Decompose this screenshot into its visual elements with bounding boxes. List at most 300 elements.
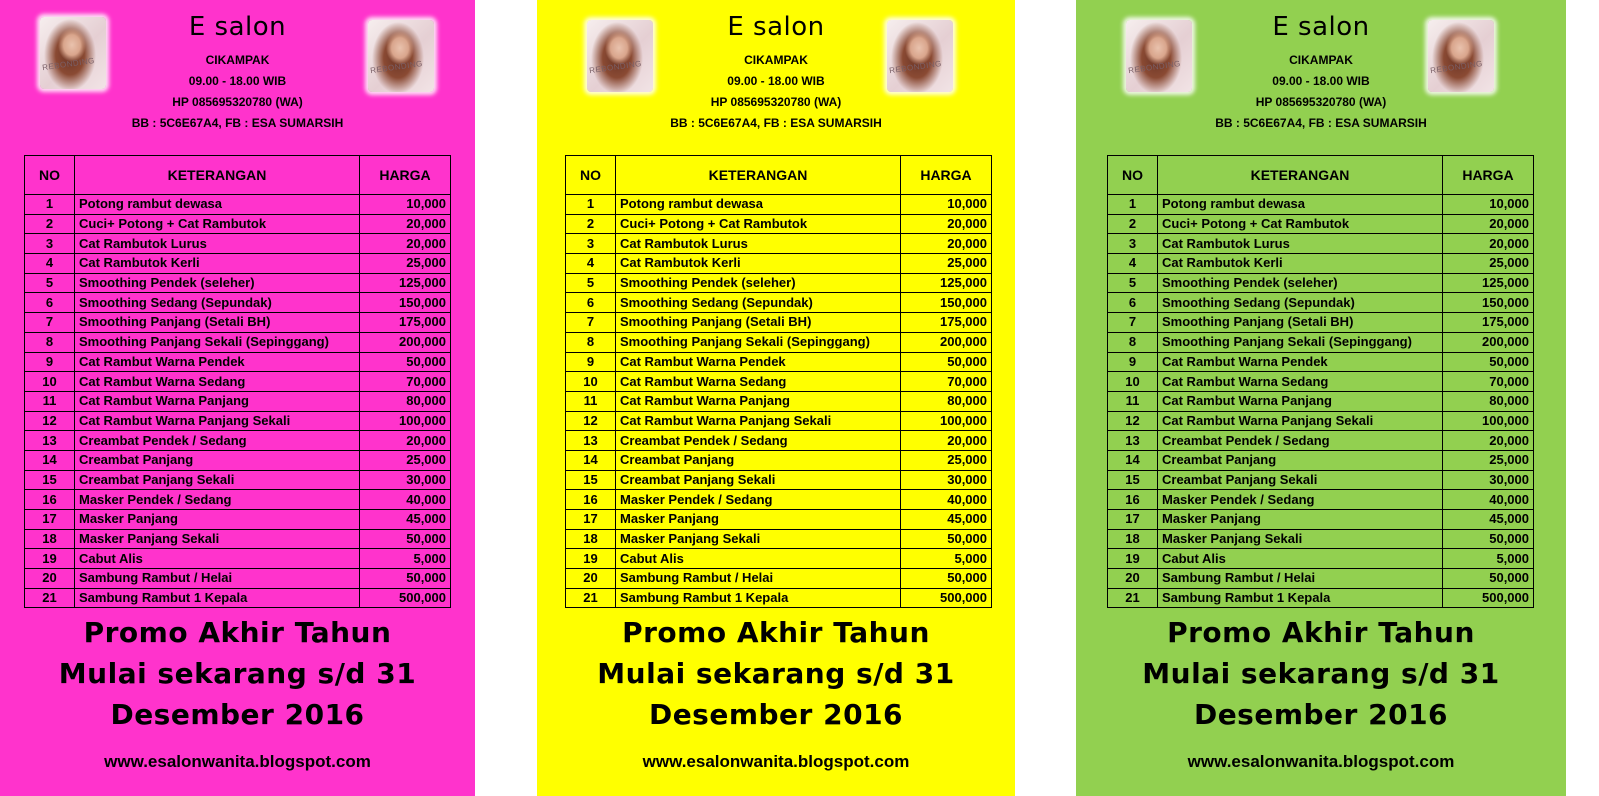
service-description: Creambat Panjang Sekali — [616, 470, 901, 490]
website-url[interactable]: www.esalonwanita.blogspot.com — [642, 752, 910, 771]
table-row — [25, 470, 451, 490]
flyer-panel-3 — [1076, 0, 1566, 796]
table-row — [566, 313, 992, 333]
table-row — [566, 391, 992, 411]
salon-name: E salon — [1272, 12, 1370, 42]
table-row — [566, 490, 992, 510]
row-number: 6 — [1108, 293, 1158, 313]
photo-caption: REBONDING — [41, 55, 96, 73]
table-row — [25, 293, 451, 313]
service-description: Potong rambut dewasa — [616, 195, 901, 215]
service-price: 100,000 — [901, 411, 992, 431]
service-price: 10,000 — [1443, 195, 1534, 215]
row-number: 8 — [1108, 332, 1158, 352]
row-number: 14 — [25, 450, 75, 470]
photo-caption: REBONDING — [888, 58, 943, 76]
service-price: 200,000 — [901, 332, 992, 352]
row-number: 17 — [566, 510, 616, 530]
promo-line-2: Mulai sekarang s/d 31 — [597, 657, 955, 690]
service-description: Smoothing Panjang Sekali (Sepinggang) — [616, 332, 901, 352]
table-row — [25, 569, 451, 589]
table-row — [25, 529, 451, 549]
service-description: Cuci+ Potong + Cat Rambutok — [75, 214, 360, 234]
row-number: 21 — [1108, 588, 1158, 608]
row-number: 17 — [25, 510, 75, 530]
social-contacts: BB : 5C6E67A4, FB : ESA SUMARSIH — [1215, 116, 1427, 130]
table-row — [25, 254, 451, 274]
table-row — [566, 195, 992, 215]
service-price: 40,000 — [360, 490, 451, 510]
row-number: 5 — [25, 273, 75, 293]
website-url[interactable]: www.esalonwanita.blogspot.com — [104, 752, 371, 771]
service-description: Creambat Panjang — [75, 450, 360, 470]
table-row — [1108, 214, 1534, 234]
promo-line-3: Desember 2016 — [1193, 698, 1449, 731]
service-description: Cat Rambut Warna Pendek — [1158, 352, 1443, 372]
photo-caption: REBONDING — [588, 58, 643, 76]
service-price: 25,000 — [1443, 254, 1534, 274]
table-row — [1108, 510, 1534, 530]
service-price: 5,000 — [901, 549, 992, 569]
service-description: Creambat Pendek / Sedang — [616, 431, 901, 451]
salon-location: CIKAMPAK — [205, 53, 270, 67]
opening-hours: 09.00 - 18.00 WIB — [188, 74, 287, 88]
service-price: 20,000 — [360, 234, 451, 254]
service-price: 45,000 — [1443, 510, 1534, 530]
service-price: 20,000 — [901, 234, 992, 254]
table-row — [25, 588, 451, 608]
table-row — [1108, 332, 1534, 352]
service-description: Cat Rambutok Kerli — [75, 254, 360, 274]
service-description: Cat Rambut Warna Panjang — [1158, 391, 1443, 411]
table-row — [25, 510, 451, 530]
service-price: 50,000 — [901, 569, 992, 589]
table-row — [25, 332, 451, 352]
service-description: Cat Rambut Warna Pendek — [75, 352, 360, 372]
table-row — [566, 431, 992, 451]
service-price: 175,000 — [360, 313, 451, 333]
row-number: 18 — [1108, 529, 1158, 549]
service-description: Smoothing Panjang Sekali (Sepinggang) — [1158, 332, 1443, 352]
social-contacts: BB : 5C6E67A4, FB : ESA SUMARSIH — [131, 116, 344, 130]
service-price: 20,000 — [1443, 234, 1534, 254]
flyer-panel-2 — [537, 0, 1015, 796]
promo-line-2: Mulai sekarang s/d 31 — [1142, 657, 1500, 690]
service-price: 50,000 — [360, 529, 451, 549]
service-description: Cat Rambut Warna Panjang Sekali — [75, 411, 360, 431]
column-header-price: HARGA — [1443, 156, 1534, 195]
service-description: Smoothing Sedang (Sepundak) — [1158, 293, 1443, 313]
column-header-description: KETERANGAN — [1158, 156, 1443, 195]
service-description: Smoothing Sedang (Sepundak) — [616, 293, 901, 313]
row-number: 20 — [1108, 569, 1158, 589]
service-description: Cat Rambut Warna Panjang Sekali — [1158, 411, 1443, 431]
table-row — [1108, 411, 1534, 431]
service-price: 5,000 — [360, 549, 451, 569]
row-number: 11 — [566, 391, 616, 411]
service-description: Masker Pendek / Sedang — [1158, 490, 1443, 510]
row-number: 12 — [1108, 411, 1158, 431]
row-number: 5 — [566, 273, 616, 293]
service-description: Potong rambut dewasa — [75, 195, 360, 215]
service-description: Sambung Rambut / Helai — [1158, 569, 1443, 589]
table-row — [1108, 470, 1534, 490]
row-number: 13 — [25, 431, 75, 451]
table-row — [566, 234, 992, 254]
service-description: Cat Rambut Warna Panjang — [616, 391, 901, 411]
service-price: 125,000 — [1443, 273, 1534, 293]
row-number: 18 — [25, 529, 75, 549]
table-row — [566, 470, 992, 490]
table-row — [1108, 293, 1534, 313]
service-price: 500,000 — [360, 588, 451, 608]
row-number: 6 — [25, 293, 75, 313]
service-description: Cabut Alis — [1158, 549, 1443, 569]
service-price: 25,000 — [1443, 450, 1534, 470]
service-price: 5,000 — [1443, 549, 1534, 569]
photo-caption: REBONDING — [369, 58, 424, 76]
column-header-no: NO — [25, 156, 75, 195]
service-price: 25,000 — [901, 450, 992, 470]
promo-line-3: Desember 2016 — [648, 698, 904, 731]
service-description: Potong rambut dewasa — [1158, 195, 1443, 215]
service-description: Masker Panjang Sekali — [616, 529, 901, 549]
opening-hours: 09.00 - 18.00 WIB — [727, 74, 825, 88]
table-row — [566, 352, 992, 372]
service-price: 200,000 — [1443, 332, 1534, 352]
promo-line-1: Promo Akhir Tahun — [83, 616, 392, 649]
photo-caption: REBONDING — [1127, 58, 1182, 76]
table-row — [1108, 234, 1534, 254]
row-number: 8 — [566, 332, 616, 352]
service-price: 150,000 — [360, 293, 451, 313]
salon-location: CIKAMPAK — [1289, 53, 1353, 67]
service-description: Masker Pendek / Sedang — [75, 490, 360, 510]
column-header-description: KETERANGAN — [616, 156, 901, 195]
promo-line-1: Promo Akhir Tahun — [622, 616, 930, 649]
row-number: 10 — [1108, 372, 1158, 392]
table-row — [25, 195, 451, 215]
table-row — [1108, 450, 1534, 470]
service-description: Smoothing Panjang Sekali (Sepinggang) — [75, 332, 360, 352]
service-price: 50,000 — [360, 569, 451, 589]
service-price: 150,000 — [901, 293, 992, 313]
service-price: 10,000 — [360, 195, 451, 215]
table-row — [566, 214, 992, 234]
table-row — [25, 352, 451, 372]
service-price: 20,000 — [1443, 214, 1534, 234]
service-description: Masker Panjang — [75, 510, 360, 530]
row-number: 6 — [566, 293, 616, 313]
row-number: 15 — [25, 470, 75, 490]
table-row — [1108, 195, 1534, 215]
table-row — [566, 450, 992, 470]
row-number: 8 — [25, 332, 75, 352]
table-row — [1108, 372, 1534, 392]
service-price: 50,000 — [901, 529, 992, 549]
service-description: Creambat Panjang Sekali — [1158, 470, 1443, 490]
service-description: Sambung Rambut / Helai — [75, 569, 360, 589]
price-table — [565, 155, 992, 608]
table-row — [566, 588, 992, 608]
flyer-panel-1 — [0, 0, 475, 796]
price-table — [1107, 155, 1534, 608]
service-description: Cat Rambut Warna Panjang Sekali — [616, 411, 901, 431]
row-number: 12 — [25, 411, 75, 431]
row-number: 1 — [1108, 195, 1158, 215]
service-description: Masker Panjang Sekali — [75, 529, 360, 549]
service-price: 150,000 — [1443, 293, 1534, 313]
service-price: 125,000 — [360, 273, 451, 293]
row-number: 19 — [566, 549, 616, 569]
service-description: Masker Panjang — [616, 510, 901, 530]
column-header-no: NO — [566, 156, 616, 195]
service-price: 20,000 — [360, 214, 451, 234]
service-description: Smoothing Pendek (seleher) — [1158, 273, 1443, 293]
service-price: 50,000 — [1443, 569, 1534, 589]
row-number: 7 — [25, 313, 75, 333]
photo-caption: REBONDING — [1429, 58, 1484, 76]
service-description: Smoothing Panjang (Setali BH) — [616, 313, 901, 333]
row-number: 4 — [566, 254, 616, 274]
phone-number: HP 085695320780 (WA) — [1255, 95, 1387, 109]
service-description: Cat Rambutok Lurus — [75, 234, 360, 254]
service-description: Creambat Panjang — [1158, 450, 1443, 470]
service-price: 50,000 — [901, 352, 992, 372]
row-number: 5 — [1108, 273, 1158, 293]
table-row — [1108, 254, 1534, 274]
service-price: 70,000 — [1443, 372, 1534, 392]
service-price: 100,000 — [360, 411, 451, 431]
table-row — [1108, 313, 1534, 333]
service-price: 80,000 — [360, 391, 451, 411]
row-number: 4 — [25, 254, 75, 274]
row-number: 2 — [566, 214, 616, 234]
row-number: 9 — [25, 352, 75, 372]
row-number: 21 — [566, 588, 616, 608]
website-url[interactable]: www.esalonwanita.blogspot.com — [1187, 752, 1455, 771]
row-number: 10 — [25, 372, 75, 392]
service-description: Masker Panjang — [1158, 510, 1443, 530]
price-table — [24, 155, 451, 608]
row-number: 3 — [1108, 234, 1158, 254]
service-price: 80,000 — [901, 391, 992, 411]
service-price: 20,000 — [901, 214, 992, 234]
service-price: 200,000 — [360, 332, 451, 352]
salon-name: E salon — [727, 12, 825, 42]
row-number: 9 — [566, 352, 616, 372]
service-price: 50,000 — [1443, 352, 1534, 372]
row-number: 16 — [566, 490, 616, 510]
service-price: 30,000 — [360, 470, 451, 490]
table-row — [566, 332, 992, 352]
column-header-price: HARGA — [360, 156, 451, 195]
service-price: 125,000 — [901, 273, 992, 293]
row-number: 20 — [566, 569, 616, 589]
service-description: Cat Rambut Warna Sedang — [616, 372, 901, 392]
service-description: Sambung Rambut 1 Kepala — [616, 588, 901, 608]
table-row — [1108, 588, 1534, 608]
service-price: 40,000 — [1443, 490, 1534, 510]
service-price: 175,000 — [1443, 313, 1534, 333]
service-price: 50,000 — [1443, 529, 1534, 549]
row-number: 21 — [25, 588, 75, 608]
table-row — [566, 254, 992, 274]
row-number: 1 — [25, 195, 75, 215]
service-description: Smoothing Pendek (seleher) — [616, 273, 901, 293]
row-number: 15 — [1108, 470, 1158, 490]
table-row — [566, 529, 992, 549]
service-description: Cat Rambut Warna Sedang — [75, 372, 360, 392]
service-price: 10,000 — [901, 195, 992, 215]
service-description: Cat Rambut Warna Sedang — [1158, 372, 1443, 392]
row-number: 3 — [25, 234, 75, 254]
table-row — [25, 234, 451, 254]
service-description: Cat Rambutok Lurus — [1158, 234, 1443, 254]
service-price: 70,000 — [901, 372, 992, 392]
row-number: 7 — [1108, 313, 1158, 333]
service-price: 100,000 — [1443, 411, 1534, 431]
table-row — [566, 549, 992, 569]
service-description: Sambung Rambut 1 Kepala — [75, 588, 360, 608]
promo-line-2: Mulai sekarang s/d 31 — [58, 657, 417, 690]
service-price: 25,000 — [901, 254, 992, 274]
opening-hours: 09.00 - 18.00 WIB — [1272, 74, 1370, 88]
service-price: 20,000 — [901, 431, 992, 451]
service-price: 50,000 — [360, 352, 451, 372]
service-description: Cat Rambut Warna Panjang — [75, 391, 360, 411]
row-number: 14 — [1108, 450, 1158, 470]
service-description: Masker Pendek / Sedang — [616, 490, 901, 510]
table-row — [566, 293, 992, 313]
table-row — [25, 313, 451, 333]
column-header-description: KETERANGAN — [75, 156, 360, 195]
table-row — [1108, 352, 1534, 372]
service-price: 25,000 — [360, 450, 451, 470]
table-row — [1108, 549, 1534, 569]
table-row — [25, 549, 451, 569]
service-price: 20,000 — [360, 431, 451, 451]
row-number: 19 — [25, 549, 75, 569]
table-row — [566, 411, 992, 431]
service-description: Cabut Alis — [75, 549, 360, 569]
service-description: Sambung Rambut / Helai — [616, 569, 901, 589]
service-price: 30,000 — [1443, 470, 1534, 490]
table-row — [1108, 569, 1534, 589]
table-row — [1108, 490, 1534, 510]
service-price: 80,000 — [1443, 391, 1534, 411]
price-table-header — [25, 156, 451, 195]
service-description: Smoothing Panjang (Setali BH) — [1158, 313, 1443, 333]
service-description: Cat Rambutok Lurus — [616, 234, 901, 254]
service-description: Smoothing Sedang (Sepundak) — [75, 293, 360, 313]
table-row — [566, 569, 992, 589]
row-number: 13 — [1108, 431, 1158, 451]
salon-name: E salon — [188, 12, 287, 42]
row-number: 2 — [1108, 214, 1158, 234]
service-description: Creambat Pendek / Sedang — [1158, 431, 1443, 451]
salon-location: CIKAMPAK — [744, 53, 808, 67]
social-contacts: BB : 5C6E67A4, FB : ESA SUMARSIH — [670, 116, 882, 130]
row-number: 9 — [1108, 352, 1158, 372]
service-description: Cuci+ Potong + Cat Rambutok — [616, 214, 901, 234]
service-description: Masker Panjang Sekali — [1158, 529, 1443, 549]
service-price: 45,000 — [901, 510, 992, 530]
row-number: 16 — [25, 490, 75, 510]
service-description: Creambat Panjang — [616, 450, 901, 470]
price-table-header — [566, 156, 992, 195]
row-number: 11 — [1108, 391, 1158, 411]
column-header-no: NO — [1108, 156, 1158, 195]
row-number: 14 — [566, 450, 616, 470]
row-number: 3 — [566, 234, 616, 254]
table-row — [25, 450, 451, 470]
row-number: 13 — [566, 431, 616, 451]
service-price: 20,000 — [1443, 431, 1534, 451]
service-description: Smoothing Pendek (seleher) — [75, 273, 360, 293]
row-number: 1 — [566, 195, 616, 215]
service-description: Cat Rambutok Kerli — [616, 254, 901, 274]
table-row — [25, 273, 451, 293]
service-price: 175,000 — [901, 313, 992, 333]
row-number: 10 — [566, 372, 616, 392]
table-row — [25, 411, 451, 431]
service-description: Cuci+ Potong + Cat Rambutok — [1158, 214, 1443, 234]
table-row — [566, 510, 992, 530]
service-price: 40,000 — [901, 490, 992, 510]
table-row — [25, 372, 451, 392]
row-number: 11 — [25, 391, 75, 411]
row-number: 16 — [1108, 490, 1158, 510]
row-number: 18 — [566, 529, 616, 549]
row-number: 20 — [25, 569, 75, 589]
service-description: Creambat Panjang Sekali — [75, 470, 360, 490]
row-number: 17 — [1108, 510, 1158, 530]
service-description: Smoothing Panjang (Setali BH) — [75, 313, 360, 333]
phone-number: HP 085695320780 (WA) — [710, 95, 842, 109]
phone-number: HP 085695320780 (WA) — [172, 95, 303, 109]
promo-line-1: Promo Akhir Tahun — [1167, 616, 1475, 649]
service-description: Cabut Alis — [616, 549, 901, 569]
column-header-price: HARGA — [901, 156, 992, 195]
row-number: 4 — [1108, 254, 1158, 274]
table-row — [1108, 431, 1534, 451]
row-number: 12 — [566, 411, 616, 431]
table-row — [25, 431, 451, 451]
row-number: 7 — [566, 313, 616, 333]
service-price: 25,000 — [360, 254, 451, 274]
service-description: Cat Rambut Warna Pendek — [616, 352, 901, 372]
price-table-header — [1108, 156, 1534, 195]
table-row — [1108, 529, 1534, 549]
service-description: Sambung Rambut 1 Kepala — [1158, 588, 1443, 608]
table-row — [1108, 273, 1534, 293]
promo-line-3: Desember 2016 — [110, 698, 365, 731]
row-number: 15 — [566, 470, 616, 490]
service-price: 30,000 — [901, 470, 992, 490]
table-row — [25, 214, 451, 234]
service-price: 45,000 — [360, 510, 451, 530]
table-row — [566, 372, 992, 392]
service-price: 70,000 — [360, 372, 451, 392]
row-number: 19 — [1108, 549, 1158, 569]
table-row — [25, 391, 451, 411]
service-description: Cat Rambutok Kerli — [1158, 254, 1443, 274]
table-row — [566, 273, 992, 293]
table-row — [25, 490, 451, 510]
service-price: 500,000 — [1443, 588, 1534, 608]
service-price: 500,000 — [901, 588, 992, 608]
